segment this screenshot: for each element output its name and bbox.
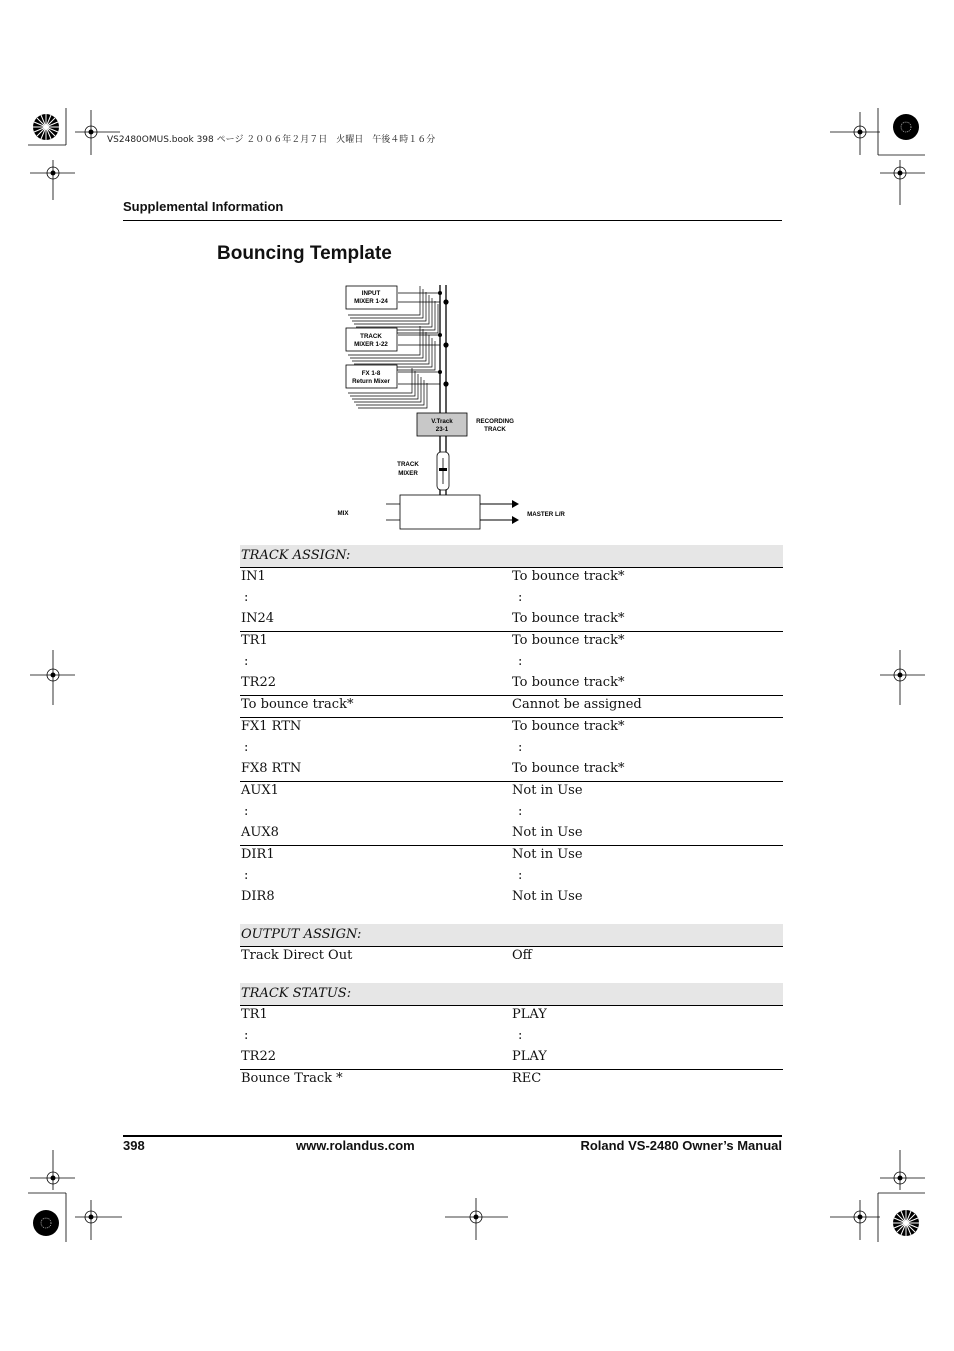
param-value: To bounce track* — [512, 719, 625, 734]
page-title: Bouncing Template — [217, 243, 392, 264]
ellipsis: : — [518, 868, 523, 883]
table-row — [240, 653, 783, 674]
track-status-header: TRACK STATUS: — [240, 983, 783, 1006]
param-name: TR1 — [241, 1007, 268, 1022]
param-name: DIR8 — [241, 889, 275, 904]
ellipsis: : — [518, 740, 523, 755]
table-row — [240, 1006, 783, 1027]
ellipsis: : — [518, 1028, 523, 1043]
ellipsis: : — [518, 590, 523, 605]
param-name: Bounce Track * — [241, 1071, 343, 1086]
table-group — [240, 718, 783, 782]
param-value: PLAY — [512, 1007, 547, 1022]
param-name: TR1 — [241, 633, 268, 648]
ellipsis: : — [244, 1028, 249, 1043]
vtrack-label: 23-1 — [435, 426, 449, 433]
table-row — [240, 718, 783, 739]
table-group — [240, 846, 783, 909]
param-name: IN24 — [241, 611, 275, 626]
param-value: Not in Use — [512, 783, 583, 798]
param-name: AUX8 — [241, 825, 279, 840]
master-label: MASTER L/R — [527, 511, 565, 518]
table-group — [240, 696, 783, 718]
print-header: VS2480OMUS.book 398 ページ ２００６年２月７日 火曜日 午後４時１６分 — [107, 135, 436, 145]
output-assign-header: OUTPUT ASSIGN: — [240, 924, 783, 947]
fx-mixer-label: FX 1-8 — [361, 370, 381, 377]
table-row — [240, 888, 783, 909]
table-row — [240, 782, 783, 803]
table-group — [240, 568, 783, 632]
track-assign-header: TRACK ASSIGN: — [240, 545, 783, 568]
ellipsis: : — [518, 654, 523, 669]
param-value: Off — [512, 948, 532, 963]
param-value: Cannot be assigned — [512, 697, 642, 712]
table-group — [240, 1070, 783, 1091]
footer-rule — [123, 1135, 782, 1137]
param-name: DIR1 — [241, 847, 275, 862]
vtrack-label: V.Track — [431, 418, 453, 425]
param-value: Not in Use — [512, 847, 583, 862]
param-name: TR22 — [241, 1049, 277, 1064]
table-row — [240, 739, 783, 760]
fx-mixer-label: Return Mixer — [352, 378, 390, 385]
param-name: FX1 RTN — [241, 719, 302, 734]
ellipsis: : — [244, 590, 249, 605]
param-name: FX8 RTN — [241, 761, 302, 776]
section-label: Supplemental Information — [123, 199, 284, 214]
arrow-icon — [512, 516, 519, 524]
track-mixer-block-label: MIXER 1-22 — [354, 341, 388, 348]
page-number: 398 — [123, 1138, 145, 1153]
param-name: To bounce track* — [241, 697, 354, 712]
mix-box — [400, 495, 480, 529]
param-value: To bounce track* — [512, 611, 625, 626]
header-rule — [123, 220, 782, 221]
ellipsis: : — [244, 654, 249, 669]
param-value: PLAY — [512, 1049, 547, 1064]
table-row — [240, 610, 783, 631]
settings-tables — [240, 545, 783, 1091]
table-row — [240, 632, 783, 653]
table-row — [240, 760, 783, 781]
track-mixer-label: TRACK — [397, 461, 419, 468]
param-name: AUX1 — [241, 783, 279, 798]
track-mixer-block-label: TRACK — [360, 333, 382, 340]
track-status-table — [240, 983, 783, 1091]
table-row — [240, 947, 783, 968]
table-row — [240, 696, 783, 717]
ellipsis: : — [244, 804, 249, 819]
table-group — [240, 1006, 783, 1070]
table-group — [240, 947, 783, 968]
input-mixer-label: MIXER 1-24 — [354, 298, 388, 305]
table-row — [240, 589, 783, 610]
param-value: Not in Use — [512, 825, 583, 840]
table-row — [240, 867, 783, 888]
param-value: REC — [512, 1071, 542, 1086]
table-row — [240, 824, 783, 845]
table-group — [240, 782, 783, 846]
manual-title: Roland VS-2480 Owner’s Manual — [580, 1138, 782, 1153]
input-mixer-label: INPUT — [361, 290, 381, 297]
ellipsis: : — [244, 740, 249, 755]
table-row — [240, 803, 783, 824]
ellipsis: : — [518, 804, 523, 819]
param-value: To bounce track* — [512, 569, 625, 584]
bouncing-diagram — [320, 280, 580, 535]
track-assign-table — [240, 545, 783, 909]
website-link[interactable]: www.rolandus.com — [296, 1138, 415, 1153]
table-row — [240, 846, 783, 867]
table-row — [240, 1070, 783, 1091]
recording-track-label: RECORDING — [476, 418, 514, 425]
ellipsis: : — [244, 868, 249, 883]
arrow-icon — [512, 500, 519, 508]
recording-track-label: TRACK — [484, 426, 506, 433]
track-mixer-label: MIXER — [398, 470, 418, 477]
output-assign-table — [240, 924, 783, 968]
param-value: To bounce track* — [512, 761, 625, 776]
param-value: To bounce track* — [512, 633, 625, 648]
table-row — [240, 674, 783, 695]
param-value: To bounce track* — [512, 675, 625, 690]
param-name: Track Direct Out — [241, 948, 353, 963]
table-row — [240, 568, 783, 589]
param-name: IN1 — [241, 569, 266, 584]
table-row — [240, 1027, 783, 1048]
table-group — [240, 632, 783, 696]
param-name: TR22 — [241, 675, 277, 690]
mix-label: MIX — [337, 510, 349, 517]
table-row — [240, 1048, 783, 1069]
param-value: Not in Use — [512, 889, 583, 904]
